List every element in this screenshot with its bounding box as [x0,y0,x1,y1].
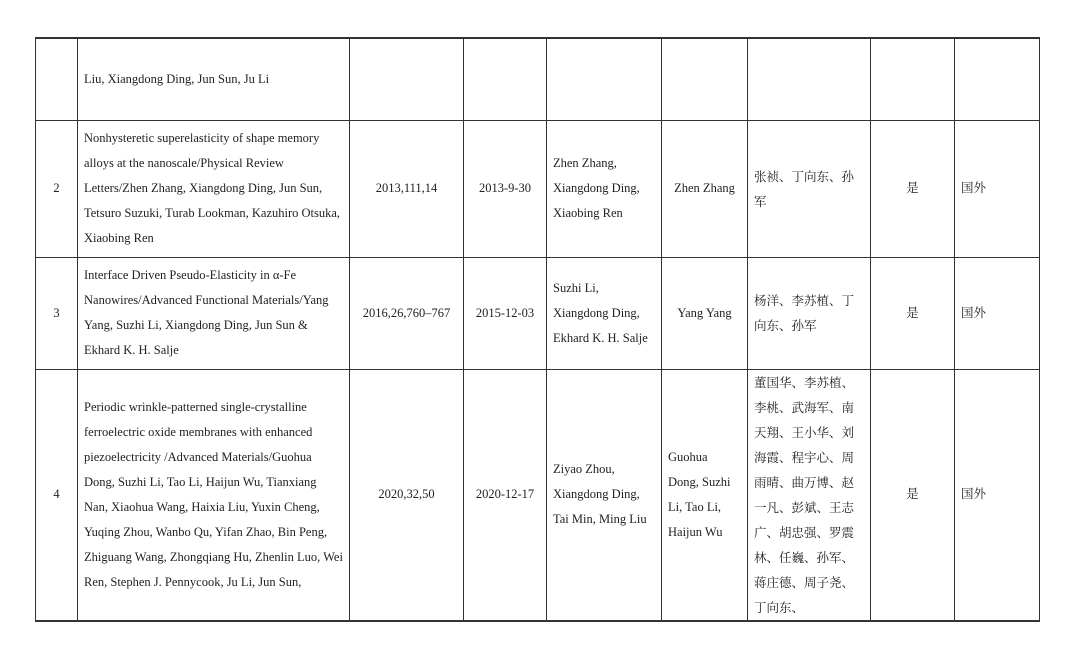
table-row [36,120,1040,257]
paper-info-text: Nonhysteretic superelasticity of shape memory alloys at the nanoscale/Physical Review Letters/Zhen Zhang, Xiangdong Ding, Jun Sun, Tetsuro Suzuki, Turab Lookman, Kazuhiro Otsuka, Xiaobing Ren [84,131,341,245]
region-value: 国外 [955,120,1040,257]
first-author: Yang Yang [662,257,748,369]
first-author-text: Guohua Dong, Suzhi Li, Tao Li, Haijun Wu [668,449,731,539]
first-author: Zhen Zhang [662,120,748,257]
publish-date: 2015-12-03 [464,257,547,369]
corresponding-authors [547,38,662,120]
row-index: 3 [36,257,78,369]
publish-date: 2013-9-30 [464,120,547,257]
chinese-authors: 张祯、丁向东、孙军 [748,120,871,257]
paper-info [78,120,350,257]
row-index [36,38,78,120]
row-index: 2 [36,120,78,257]
volume-pages: 2013,111,14 [350,120,464,257]
chinese-authors: 杨洋、李苏植、丁向东、孙军 [748,257,871,369]
table-row [36,257,1040,369]
region-value: 国外 [955,369,1040,621]
chinese-authors [748,38,871,120]
publish-date: 2020-12-17 [464,369,547,621]
row-index: 4 [36,369,78,621]
corresponding-authors [547,369,662,621]
paper-info [78,38,350,120]
corresponding-authors-text: Suzhi Li, Xiangdong Ding, Ekhard K. H. Salje [553,280,648,345]
table-row [36,369,1040,621]
chinese-authors: 董国华、李苏植、李桃、武海军、南天翔、王小华、刘海霞、程宇心、周雨晴、曲万博、赵一凡、彭斌、王志广、胡忠强、罗震林、任巍、孙军、蒋庄德、周子尧、丁向东、 [748,369,871,621]
paper-info-text: Liu, Xiangdong Ding, Jun Sun, Ju Li [84,71,270,86]
records-table [35,37,1040,622]
first-author [662,369,748,621]
paper-info [78,257,350,369]
corresponding-authors [547,120,662,257]
first-author [662,38,748,120]
table-row [36,38,1040,120]
region-value [955,38,1040,120]
flag-value [871,38,955,120]
flag-value: 是 [871,120,955,257]
corresponding-authors-text: Zhen Zhang, Xiangdong Ding, Xiaobing Ren [553,156,640,220]
volume-pages: 2016,26,760–767 [350,257,464,369]
publish-date [464,38,547,120]
region-value: 国外 [955,257,1040,369]
paper-info [78,369,350,621]
volume-pages: 2020,32,50 [350,369,464,621]
volume-pages [350,38,464,120]
flag-value: 是 [871,369,955,621]
flag-value: 是 [871,257,955,369]
corresponding-authors-text: Ziyao Zhou, Xiangdong Ding, Tai Min, Ming Liu [553,462,647,526]
corresponding-authors [547,257,662,369]
paper-info-text: Interface Driven Pseudo-Elasticity in α-Fe Nanowires/Advanced Functional Materials/Yang Yang, Suzhi Li, Xiangdong Ding, Jun Sun & Ekhard K. H. Salje [84,268,329,357]
paper-info-text: Periodic wrinkle-patterned single-crystalline ferroelectric oxide membranes with enhanced piezoelectricity /Advanced Materials/Guohua Dong, Suzhi Li, Tao Li, Haijun Wu, Tianxiang Nan, Xiaohua Wang, Haixia Liu, Yuxin Cheng, Yuqing Zhou, Wanbo Qu, Yifan Zhao, Bin Peng, Zhiguang Wang, Zhongqiang Hu, Zhenlin Luo, Wei Ren, Stephen J. Pennycook, Ju Li, Jun Sun, [84,399,343,589]
